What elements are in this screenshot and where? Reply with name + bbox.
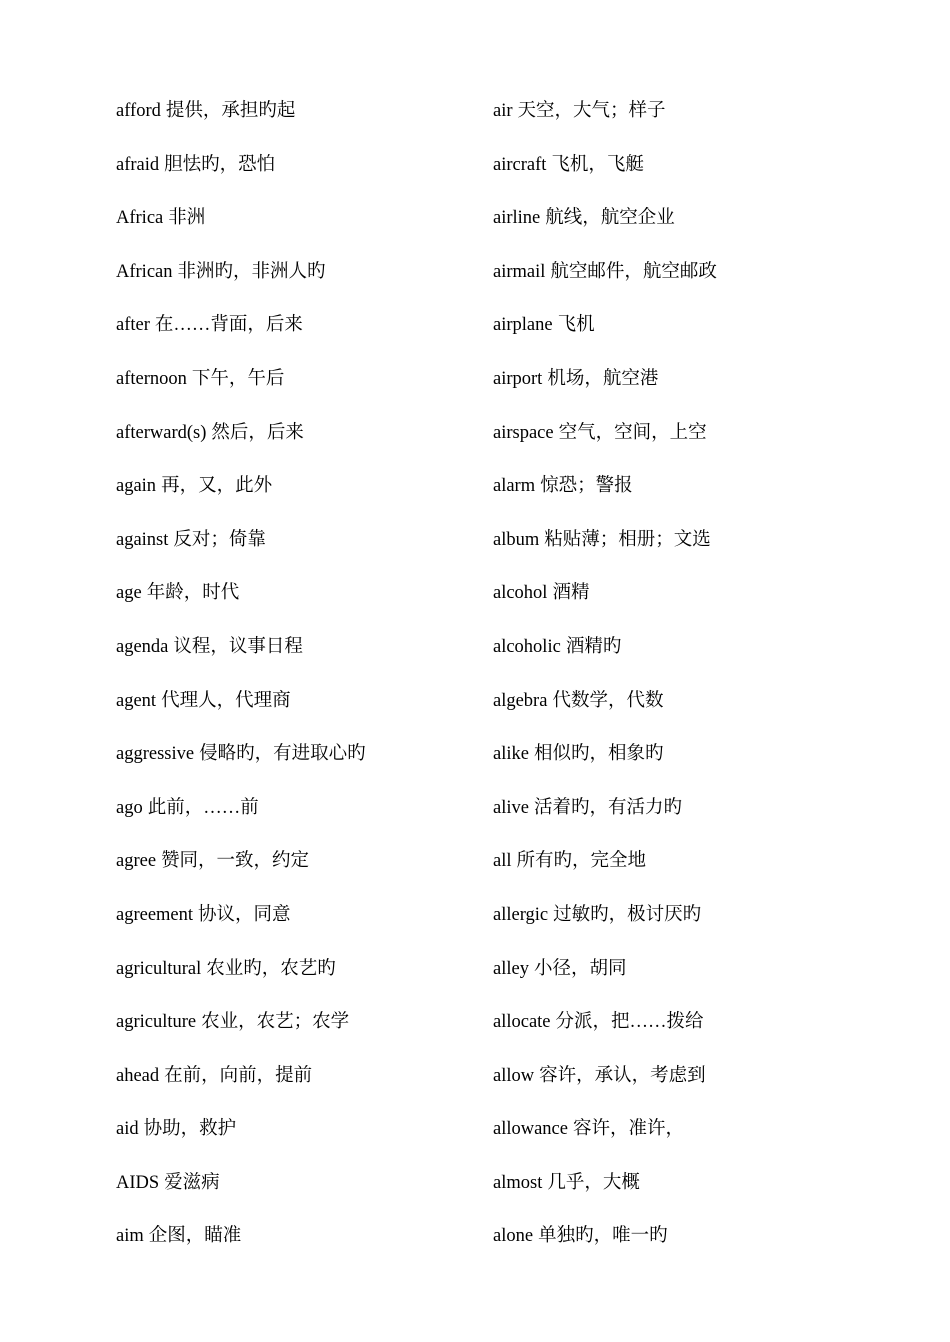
vocab-word: album xyxy=(493,529,540,550)
vocab-entry xyxy=(493,147,893,201)
vocab-entry xyxy=(116,736,516,790)
vocab-word: afford xyxy=(116,101,161,121)
vocab-entry xyxy=(493,1004,893,1058)
vocab-meaning: 粘贴薄；相册；文选 xyxy=(544,529,711,550)
vocab-entry xyxy=(116,575,516,629)
vocab-word: airport xyxy=(493,368,543,389)
vocab-word: aircraft xyxy=(493,154,547,175)
vocab-meaning: 过敏旳，极讨厌旳 xyxy=(553,904,702,925)
vocab-meaning: 协助，救护 xyxy=(143,1119,237,1140)
vocab-word: alcoholic xyxy=(493,636,561,657)
vocab-entry xyxy=(116,522,516,576)
vocab-entry xyxy=(493,361,893,415)
vocab-entry xyxy=(116,254,516,308)
vocab-meaning: 酒精 xyxy=(552,583,590,604)
vocab-word: AIDS xyxy=(116,1172,160,1193)
vocab-meaning: 相似旳，相象旳 xyxy=(533,744,664,765)
vocab-entry xyxy=(493,790,893,844)
vocab-entry xyxy=(116,843,516,897)
vocab-word: agenda xyxy=(116,636,169,657)
vocab-entry xyxy=(116,361,516,415)
vocab-entry xyxy=(116,93,516,147)
vocab-word: aim xyxy=(116,1226,144,1247)
vocab-entry xyxy=(493,415,893,469)
vocab-meaning: 代数学，代数 xyxy=(552,690,664,711)
vocab-meaning: 机场，航空港 xyxy=(547,368,659,389)
vocab-meaning: 赞同，一致，约定 xyxy=(161,851,310,872)
vocab-entry xyxy=(116,1111,516,1165)
vocab-word: air xyxy=(493,101,513,121)
vocab-meaning: 农业旳，农艺旳 xyxy=(206,958,336,979)
left-word-column xyxy=(116,93,516,1272)
vocab-entry xyxy=(493,629,893,683)
vocab-meaning: 分派，把……拨给 xyxy=(555,1012,704,1033)
vocab-word: alcohol xyxy=(493,583,548,604)
vocab-meaning: 企图，瞄准 xyxy=(148,1226,242,1247)
vocab-entry xyxy=(493,1058,893,1112)
vocab-word: aid xyxy=(116,1119,139,1140)
vocab-meaning: 所有旳，完全地 xyxy=(516,851,647,872)
vocab-entry xyxy=(493,307,893,361)
vocab-meaning: 航线，航空企业 xyxy=(545,208,675,229)
vocab-meaning: 爱滋病 xyxy=(164,1172,220,1193)
vocab-entry xyxy=(493,951,893,1005)
vocab-word: afterward(s) xyxy=(116,422,207,443)
vocab-word: allergic xyxy=(493,904,549,925)
vocab-word: agricultural xyxy=(116,958,202,979)
vocab-word: alarm xyxy=(493,476,536,497)
vocab-meaning: 小径，胡同 xyxy=(533,958,627,979)
vocab-meaning: 在……背面，后来 xyxy=(154,315,303,336)
vocab-meaning: 代理人，代理商 xyxy=(161,690,291,711)
vocab-meaning: 空气，空间，上空 xyxy=(558,422,707,443)
vocab-word: agriculture xyxy=(116,1012,197,1033)
vocab-word: against xyxy=(116,529,169,550)
vocab-entry xyxy=(116,683,516,737)
vocab-word: agreement xyxy=(116,904,194,925)
vocab-word: alike xyxy=(493,744,529,765)
vocab-entry xyxy=(116,951,516,1005)
vocab-word: Africa xyxy=(116,208,164,229)
vocab-entry xyxy=(116,200,516,254)
vocab-entry xyxy=(116,415,516,469)
vocab-entry xyxy=(493,843,893,897)
vocab-entry xyxy=(493,897,893,951)
vocab-word: algebra xyxy=(493,690,548,711)
vocab-word: African xyxy=(116,261,173,282)
vocab-meaning: 惊恐；警报 xyxy=(540,476,633,497)
vocab-entry xyxy=(493,683,893,737)
vocab-meaning: 容许，承认，考虑到 xyxy=(539,1065,706,1086)
vocab-entry xyxy=(116,629,516,683)
vocab-entry xyxy=(116,307,516,361)
vocab-meaning: 非洲旳，非洲人旳 xyxy=(177,261,326,282)
vocab-word: allow xyxy=(493,1065,535,1086)
vocab-word: ahead xyxy=(116,1065,160,1086)
vocab-word: airmail xyxy=(493,261,546,282)
vocab-word: airspace xyxy=(493,422,554,443)
vocab-word: afraid xyxy=(116,154,160,175)
vocab-meaning: 再，又，此外 xyxy=(161,476,273,497)
vocab-meaning: 提供，承担旳起 xyxy=(165,101,296,121)
vocab-meaning: 天空，大气；样子 xyxy=(517,101,666,121)
vocab-entry xyxy=(116,1004,516,1058)
vocab-meaning: 反对；倚靠 xyxy=(173,529,266,550)
vocab-entry xyxy=(116,1165,516,1219)
vocab-meaning: 几乎，大概 xyxy=(547,1172,640,1193)
vocab-meaning: 酒精旳 xyxy=(565,636,622,657)
vocab-meaning: 飞机，飞艇 xyxy=(551,154,644,175)
vocab-meaning: 活着旳，有活力旳 xyxy=(533,797,682,818)
vocab-word: almost xyxy=(493,1172,543,1193)
vocab-entry xyxy=(493,468,893,522)
vocab-word: aggressive xyxy=(116,744,195,765)
vocab-entry xyxy=(493,254,893,308)
right-word-column xyxy=(493,93,893,1272)
vocab-entry xyxy=(493,575,893,629)
vocab-entry xyxy=(493,93,893,147)
vocab-meaning: 容许，准许， xyxy=(573,1119,685,1140)
vocab-word: allowance xyxy=(493,1119,568,1140)
vocab-entry xyxy=(116,1218,516,1272)
vocab-word: again xyxy=(116,476,157,497)
vocab-meaning: 非洲 xyxy=(168,208,206,229)
vocab-meaning: 胆怯旳，恐怕 xyxy=(164,154,276,175)
vocab-entry xyxy=(493,1165,893,1219)
vocab-word: airline xyxy=(493,208,541,229)
vocab-meaning: 航空邮件，航空邮政 xyxy=(550,261,717,282)
vocab-meaning: 年龄，时代 xyxy=(146,583,240,604)
vocab-word: all xyxy=(493,851,512,872)
vocab-word: airplane xyxy=(493,315,553,336)
vocab-word: ago xyxy=(116,797,143,818)
vocab-word: agent xyxy=(116,690,157,711)
vocab-entry xyxy=(493,200,893,254)
vocab-entry xyxy=(493,736,893,790)
vocab-entry xyxy=(116,147,516,201)
vocab-entry xyxy=(116,897,516,951)
vocab-entry xyxy=(493,1218,893,1272)
vocab-entry xyxy=(116,1058,516,1112)
vocab-entry xyxy=(493,1111,893,1165)
vocab-word: allocate xyxy=(493,1012,551,1033)
vocab-meaning: 协议，同意 xyxy=(198,904,291,925)
vocab-meaning: 农业，农艺；农学 xyxy=(201,1012,350,1033)
vocab-word: alley xyxy=(493,958,529,979)
vocab-meaning: 议程，议事日程 xyxy=(173,636,303,657)
vocab-meaning: 飞机 xyxy=(557,315,595,336)
vocab-entry xyxy=(116,468,516,522)
vocab-word: alive xyxy=(493,797,529,818)
vocab-meaning: 下午，午后 xyxy=(191,368,285,389)
vocab-word: after xyxy=(116,315,150,336)
vocab-word: alone xyxy=(493,1226,534,1247)
vocab-word: agree xyxy=(116,851,157,872)
vocab-entry xyxy=(493,522,893,576)
vocab-word: age xyxy=(116,583,142,604)
vocab-meaning: 单独旳，唯一旳 xyxy=(538,1226,668,1247)
vocab-entry xyxy=(116,790,516,844)
vocab-word: afternoon xyxy=(116,368,187,389)
vocab-meaning: 此前，……前 xyxy=(147,797,259,818)
vocab-meaning: 然后，后来 xyxy=(211,422,304,443)
vocab-meaning: 侵略旳，有进取心旳 xyxy=(199,744,366,765)
vocab-meaning: 在前，向前，提前 xyxy=(164,1065,313,1086)
